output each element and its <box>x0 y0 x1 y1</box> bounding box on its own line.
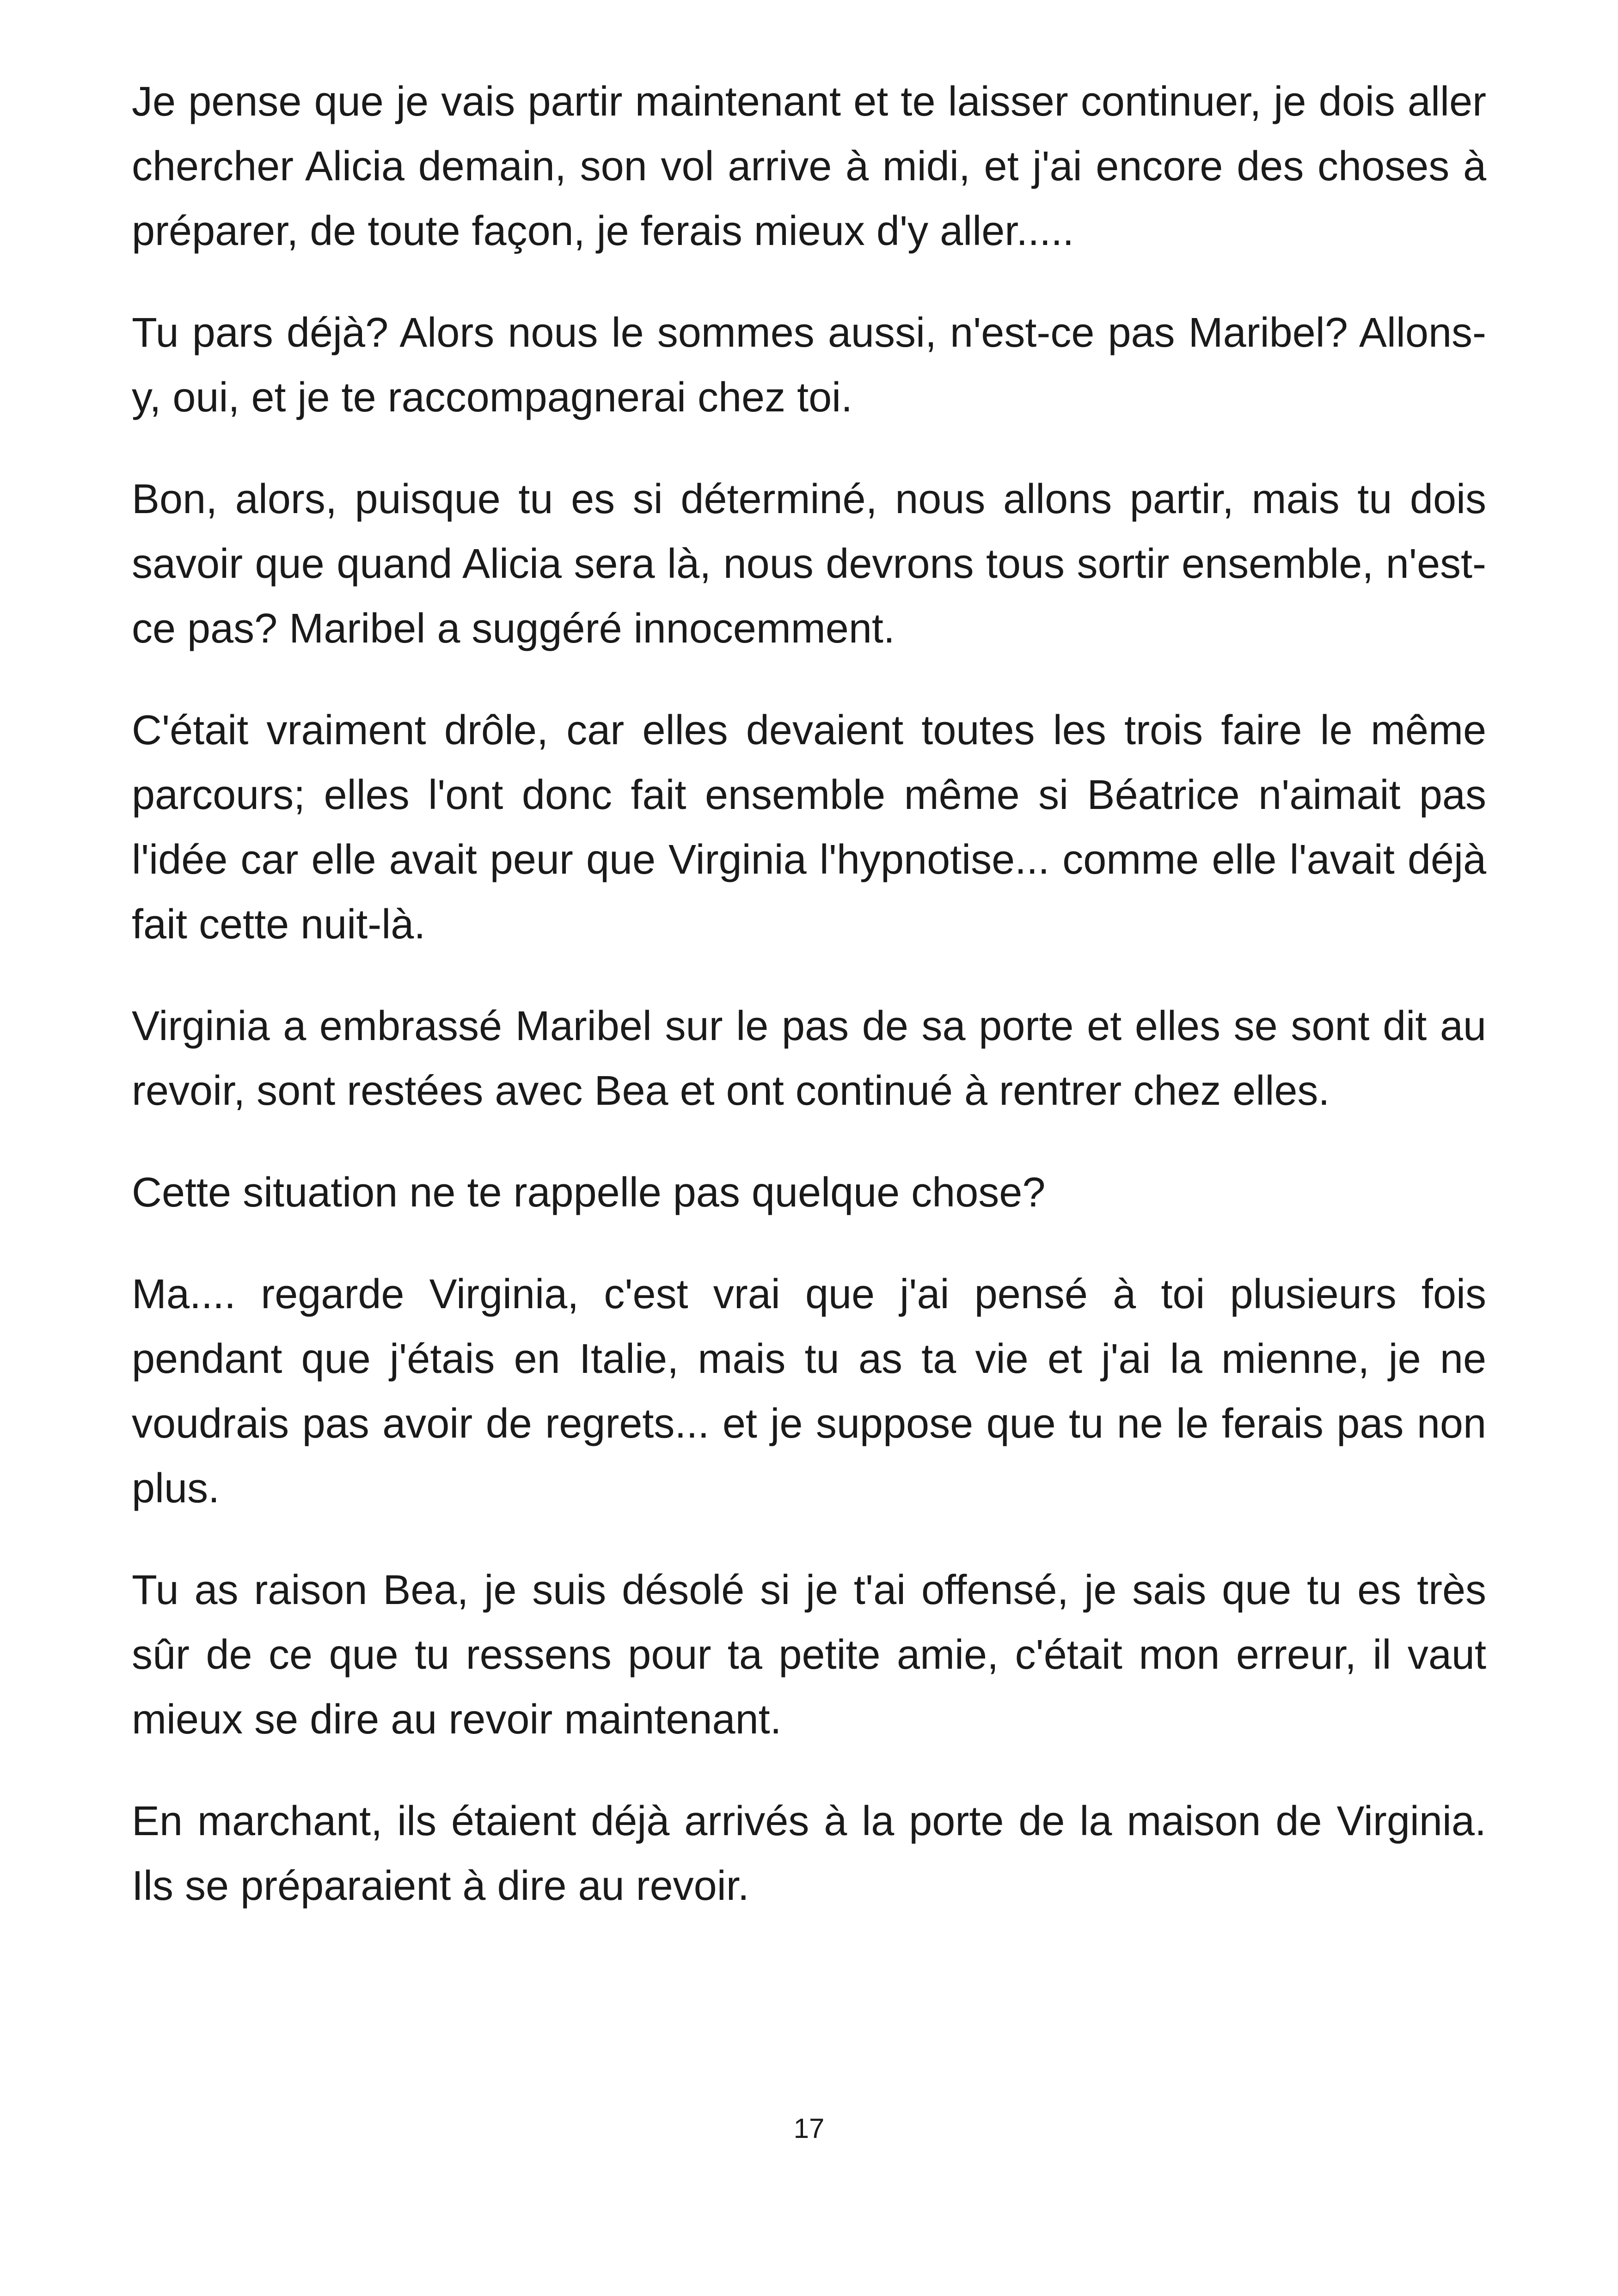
body-text <box>132 69 1486 1955</box>
paragraph-9: En marchant, ils étaient déjà arrivés à la porte de la maison de Virginia. Ils se préparaient à dire au revoir. <box>132 1798 1486 1909</box>
paragraph-2: Tu pars déjà? Alors nous le sommes aussi, n'est-ce pas Maribel? Allons-y, oui, et je te raccompagnerai chez toi. <box>132 310 1486 421</box>
paragraph-5: Virginia a embrassé Maribel sur le pas de sa porte et elles se sont dit au revoir, sont restées avec Bea et ont continué à rentrer chez elles. <box>132 1003 1486 1114</box>
page-number: 17 <box>793 2113 825 2144</box>
paragraph-6: Cette situation ne te rappelle pas quelque chose? <box>132 1169 1046 1216</box>
paragraph-4: C'était vraiment drôle, car elles devaient toutes les trois faire le même parcours; elles l'ont donc fait ensemble même si Béatrice n'aimait pas l'idée car elle avait peur que Virginia l'hypnotise... comme elle l'avait déjà fait cette nuit-là. <box>132 707 1486 948</box>
paragraph-1: Je pense que je vais partir maintenant et te laisser continuer, je dois aller chercher Alicia demain, son vol arrive à midi, et j'ai encore des choses à préparer, de toute façon, je ferais mieux d'y aller..... <box>132 79 1486 254</box>
paragraph-8: Tu as raison Bea, je suis désolé si je t'ai offensé, je sais que tu es très sûr de ce que tu ressens pour ta petite amie, c'était mon erreur, il vaut mieux se dire au revoir maintenant. <box>132 1567 1486 1743</box>
paragraph-7: Ma.... regarde Virginia, c'est vrai que j'ai pensé à toi plusieurs fois pendant que j'étais en Italie, mais tu as ta vie et j'ai la mienne, je ne voudrais pas avoir de regrets... et je suppose que tu ne le ferais pas non plus. <box>132 1271 1486 1512</box>
paragraph-3: Bon, alors, puisque tu es si déterminé, nous allons partir, mais tu dois savoir que quand Alicia sera là, nous devrons tous sortir ensemble, n'est-ce pas? Maribel a suggéré innocemment. <box>132 476 1486 652</box>
